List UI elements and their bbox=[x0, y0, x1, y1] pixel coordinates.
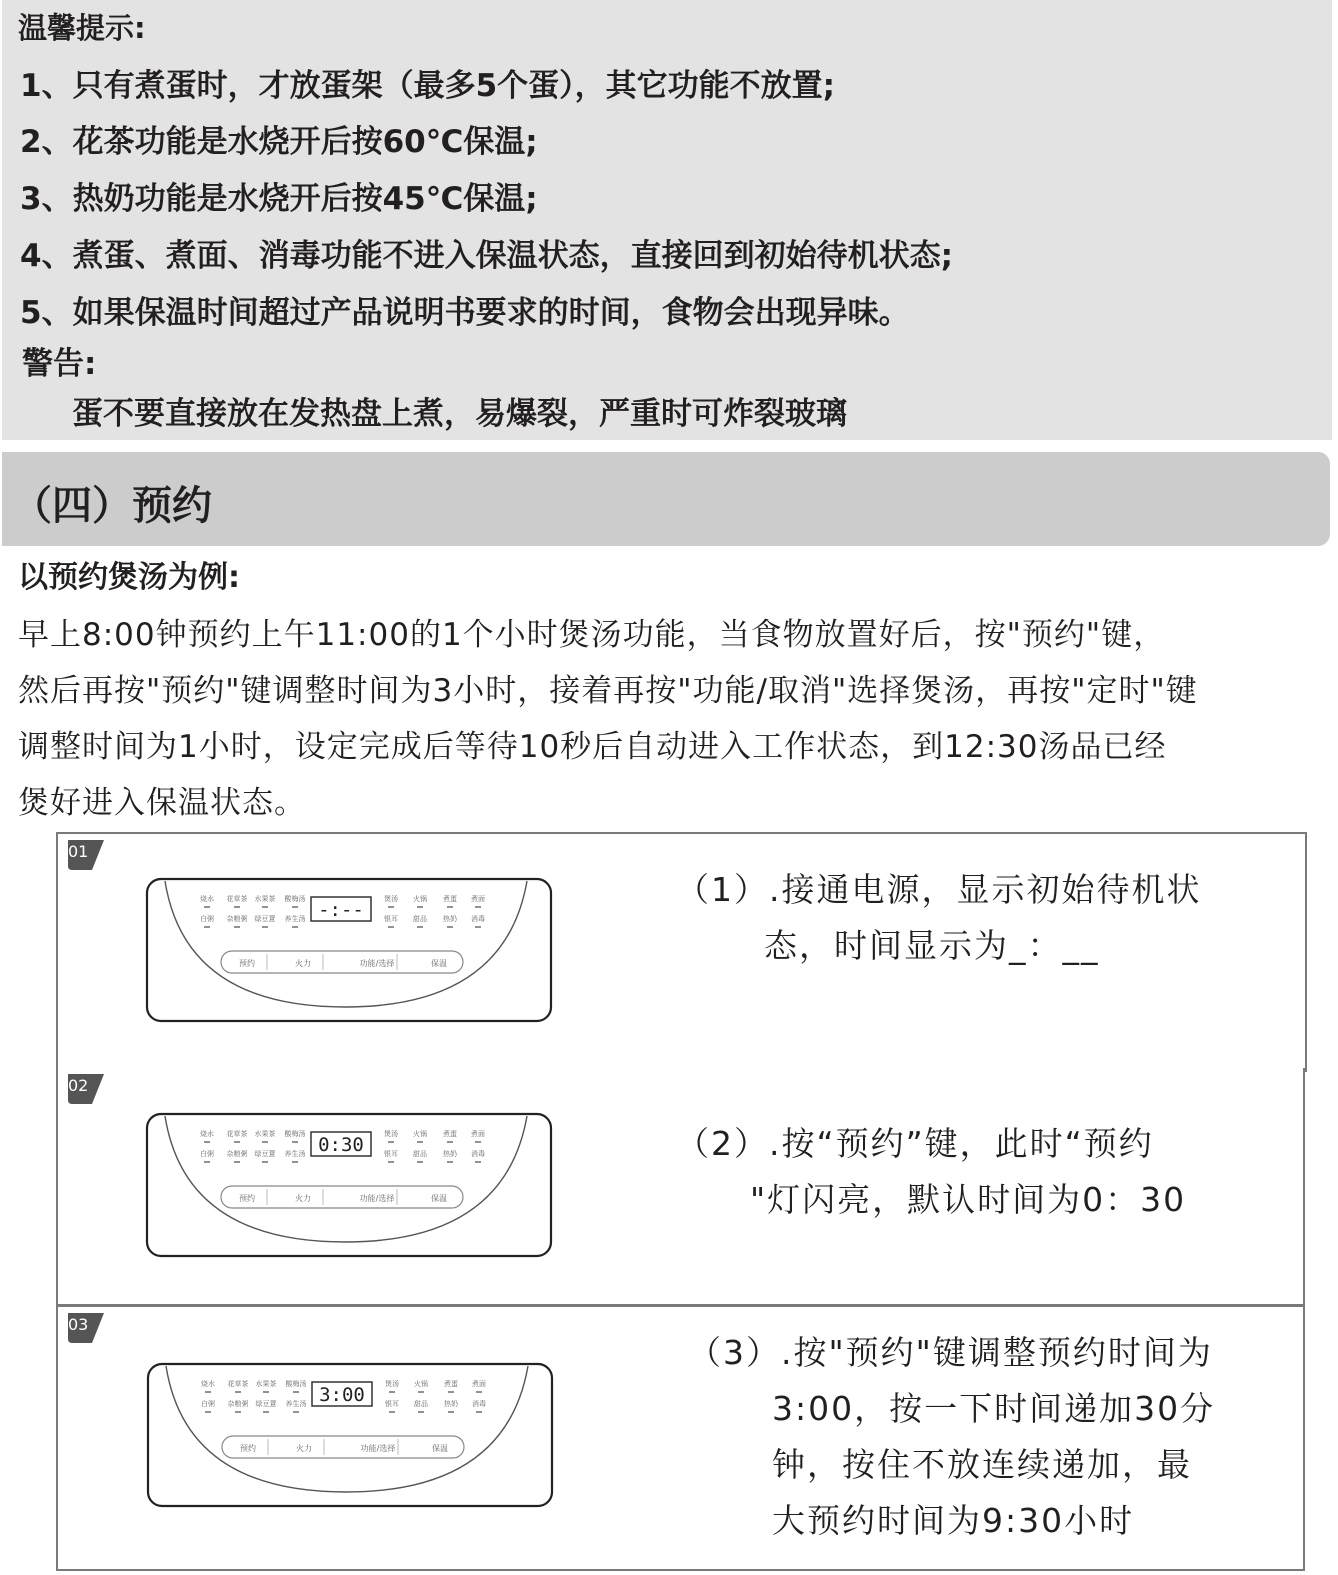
step-tag bbox=[64, 1311, 108, 1345]
function-label: 酸梅汤 bbox=[284, 1130, 306, 1138]
function-label: 花草茶 bbox=[227, 1380, 249, 1388]
tip-item: 2、花茶功能是水烧开后按60℃保温; bbox=[20, 124, 538, 160]
tip-item: 1、只有煮蛋时，才放蛋架（最多5个蛋），其它功能不放置; bbox=[20, 68, 836, 104]
step-text-line: "灯闪亮，默认时间为0：30 bbox=[750, 1180, 1187, 1219]
function-label: 花草茶 bbox=[226, 1130, 248, 1138]
warning-text: 蛋不要直接放在发热盘上煮，易爆裂，严重时可炸裂玻璃 bbox=[72, 396, 847, 432]
function-label: 养生汤 bbox=[284, 915, 306, 923]
function-label: 银耳 bbox=[385, 1400, 399, 1408]
step-number: 02 bbox=[68, 1076, 89, 1095]
function-label: 热奶 bbox=[444, 1400, 458, 1408]
step-description-2 bbox=[676, 1116, 1186, 1228]
warning-title: 警告: bbox=[22, 346, 97, 382]
function-label: 甜品 bbox=[413, 1150, 427, 1158]
function-label: 煮面 bbox=[471, 1130, 485, 1138]
function-label: 煲汤 bbox=[385, 1380, 399, 1388]
function-label: 养生汤 bbox=[284, 1150, 306, 1158]
step-box-3 bbox=[56, 1305, 1305, 1571]
function-label: 火锅 bbox=[414, 1380, 428, 1388]
step-text-line: （2）.按“预约”键，此时“预约 bbox=[676, 1124, 1154, 1163]
step-number: 01 bbox=[68, 842, 89, 861]
function-label: 绿豆薏 bbox=[255, 1400, 277, 1408]
panel-button-label[interactable]: 功能/选择 bbox=[360, 1444, 396, 1453]
control-panel-2 bbox=[145, 1112, 555, 1264]
example-line: 调整时间为1小时，设定完成后等待10秒后自动进入工作状态，到12:30汤品已经 bbox=[18, 729, 1167, 765]
step-number: 03 bbox=[68, 1315, 89, 1334]
time-display-value: -:-- bbox=[318, 899, 364, 921]
tip-item: 4、煮蛋、煮面、消毒功能不进入保温状态，直接回到初始待机状态; bbox=[20, 238, 953, 274]
function-label: 绿豆薏 bbox=[254, 915, 276, 923]
function-label: 烧水 bbox=[201, 1380, 215, 1388]
function-label: 煮蛋 bbox=[444, 1380, 458, 1388]
step-box-1 bbox=[56, 832, 1307, 1072]
function-label: 煲汤 bbox=[384, 895, 398, 903]
panel-button-label[interactable]: 火力 bbox=[295, 959, 311, 968]
function-label: 银耳 bbox=[384, 915, 398, 923]
panel-button-label[interactable]: 火力 bbox=[295, 1194, 311, 1203]
section-title: （四）预约 bbox=[12, 483, 212, 529]
function-label: 水果茶 bbox=[255, 1380, 277, 1388]
function-label: 火锅 bbox=[413, 895, 427, 903]
panel-button-label[interactable]: 火力 bbox=[296, 1444, 312, 1453]
control-panel-1 bbox=[145, 877, 555, 1029]
panel-button-label[interactable]: 保温 bbox=[432, 1444, 448, 1453]
function-label: 白粥 bbox=[201, 1400, 215, 1408]
function-label: 火锅 bbox=[413, 1130, 427, 1138]
panel-button-label[interactable]: 预约 bbox=[239, 1194, 255, 1203]
step-box-2 bbox=[56, 1068, 1305, 1306]
section-header bbox=[2, 452, 1330, 546]
function-label: 绿豆薏 bbox=[254, 1150, 276, 1158]
function-label: 烧水 bbox=[200, 895, 214, 903]
function-label: 花草茶 bbox=[226, 895, 248, 903]
function-label: 酸梅汤 bbox=[285, 1380, 307, 1388]
example-line: 然后再按"预约"键调整时间为3小时，接着再按"功能/取消"选择煲汤，再按"定时"键 bbox=[18, 673, 1198, 709]
step-description-1 bbox=[676, 862, 1202, 974]
tip-item: 3、热奶功能是水烧开后按45℃保温; bbox=[20, 181, 538, 217]
control-panel-drawing bbox=[146, 1362, 556, 1510]
panel-button-label[interactable]: 保温 bbox=[431, 959, 447, 968]
function-label: 杂粮粥 bbox=[226, 1150, 248, 1158]
function-label: 水果茶 bbox=[254, 1130, 276, 1138]
control-panel-drawing bbox=[145, 877, 555, 1025]
example-line: 煲好进入保温状态。 bbox=[18, 785, 306, 821]
tips-title: 温馨提示: bbox=[18, 11, 146, 45]
step-text-line: （1）.接通电源，显示初始待机状 bbox=[676, 870, 1202, 909]
function-label: 白粥 bbox=[200, 915, 214, 923]
function-label: 煮蛋 bbox=[443, 895, 457, 903]
step-text-line: （3）.按"预约"键调整预约时间为 bbox=[688, 1333, 1213, 1372]
panel-button-label[interactable]: 预约 bbox=[239, 959, 255, 968]
step-description-3 bbox=[688, 1325, 1215, 1549]
step-text-line: 钟，按住不放连续递加，最 bbox=[772, 1445, 1192, 1484]
function-label: 热奶 bbox=[443, 915, 457, 923]
control-panel-3 bbox=[146, 1362, 556, 1514]
function-label: 甜品 bbox=[413, 915, 427, 923]
step-tag bbox=[64, 1072, 108, 1106]
function-label: 烧水 bbox=[200, 1130, 214, 1138]
function-label: 煮蛋 bbox=[443, 1130, 457, 1138]
function-label: 消毒 bbox=[471, 1150, 485, 1158]
function-label: 酸梅汤 bbox=[284, 895, 306, 903]
function-label: 煮面 bbox=[471, 895, 485, 903]
function-label: 银耳 bbox=[384, 1150, 398, 1158]
example-line: 早上8:00钟预约上午11:00的1个小时煲汤功能，当食物放置好后，按"预约"键， bbox=[18, 617, 1166, 653]
function-label: 消毒 bbox=[471, 915, 485, 923]
step-text-line: 大预约时间为9:30小时 bbox=[772, 1501, 1135, 1540]
function-label: 消毒 bbox=[472, 1400, 486, 1408]
panel-button-label[interactable]: 预约 bbox=[240, 1444, 256, 1453]
function-label: 养生汤 bbox=[285, 1400, 307, 1408]
time-display-value: 3:00 bbox=[319, 1384, 365, 1406]
function-label: 杂粮粥 bbox=[227, 1400, 249, 1408]
time-display-value: 0:30 bbox=[318, 1134, 364, 1156]
example-title: 以预约煲汤为例: bbox=[18, 560, 240, 595]
function-label: 白粥 bbox=[200, 1150, 214, 1158]
tip-item: 5、如果保温时间超过产品说明书要求的时间，食物会出现异味。 bbox=[20, 295, 910, 331]
function-label: 杂粮粥 bbox=[226, 915, 248, 923]
tips-box bbox=[2, 0, 1332, 440]
panel-button-label[interactable]: 保温 bbox=[431, 1194, 447, 1203]
step-text-line: 3:00，按一下时间递加30分 bbox=[772, 1389, 1216, 1428]
function-label: 水果茶 bbox=[254, 895, 276, 903]
step-tag bbox=[64, 838, 108, 872]
panel-button-label[interactable]: 功能/选择 bbox=[359, 959, 395, 968]
function-label: 甜品 bbox=[414, 1400, 428, 1408]
step-text-line: 态，时间显示为_：__ bbox=[764, 926, 1100, 965]
function-label: 煮面 bbox=[472, 1380, 486, 1388]
function-label: 热奶 bbox=[443, 1150, 457, 1158]
panel-button-label[interactable]: 功能/选择 bbox=[359, 1194, 395, 1203]
function-label: 煲汤 bbox=[384, 1130, 398, 1138]
control-panel-drawing bbox=[145, 1112, 555, 1260]
